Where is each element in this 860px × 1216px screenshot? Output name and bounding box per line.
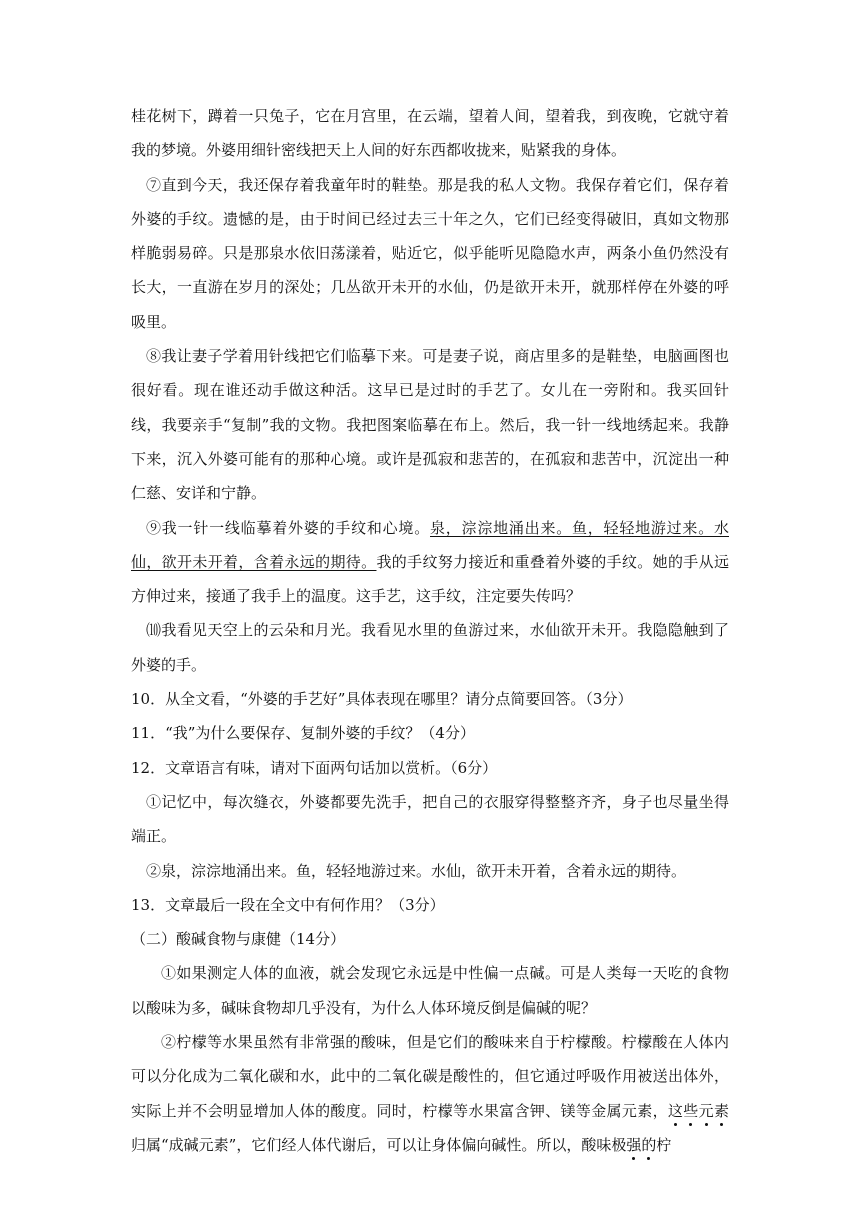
paragraph-10: ⑽我看见天空上的云朵和月光。我看见水里的鱼游过来，水仙欲开未开。我隐隐触到了外婆的手。	[131, 621, 729, 674]
question-12-sentence-1: ①记忆中，每次缝衣，外婆都要先洗手，把自己的衣服穿得整整齐齐，身子也尽量坐得端正。	[131, 792, 729, 846]
section-2-paragraph-2-end: 柠	[656, 1135, 672, 1154]
question-12: 12．文章语言有味，请对下面两句话加以赏析。（6分）	[131, 758, 498, 777]
paragraph-9-start: ⑨我一针一线临摹着外婆的手纹和心境。	[146, 518, 430, 537]
question-11: 11．“我”为什么要保存、复制外婆的手纹？（4分）	[131, 724, 475, 743]
dotted-char: 强	[626, 1135, 642, 1154]
dotted-char: 这	[667, 1101, 684, 1120]
paragraph-7: ⑦直到今天，我还保存着我童年时的鞋垫。那是我的私人文物。我保存着它们，保存着外婆的手纹。遗憾的是，由于时间已经过去三十年之久，它们已经变得破旧，真如文物那样脆弱易碎。只是那泉水依旧荡漾着，贴近它，似乎能听见隐隐水声，两条小鱼仍然没有长大，一直游在岁月的深处；几丛欲开未开的水仙，仍是欲开未开，就那样停在外婆的呼吸里。	[131, 175, 729, 331]
section-2-paragraph-2	[131, 1025, 729, 1162]
section-2-paragraph-2-start: ②柠檬等水果虽然有非常强的酸味，但是它们的酸味来自于柠檬酸。柠檬酸在人体内可以分化成为二氧化碳和水，此中的二氧化碳是酸性的，但它通过呼吸作用被送出体外，实际上并不会明显增加人体的酸度。同时，柠檬等水果富含钾、镁等金属元素，	[131, 1033, 729, 1120]
underlined-sentence: 泉，淙淙地涌出来。鱼，轻轻地游过来。水仙，欲开未开着，含着永远的期待。	[131, 518, 729, 571]
section-2-title: （二）酸碱食物与康健（14分）	[131, 930, 346, 949]
dotted-char: 的	[641, 1135, 657, 1154]
section-2-paragraph-2-middle: 归属“成碱元素”，它们经人体代谢后，可以让身体偏向碱性。所以，酸味极	[131, 1135, 627, 1154]
dotted-char: 些	[683, 1101, 699, 1120]
reading-text	[131, 99, 729, 1162]
question-10: 10．从全文看，“外婆的手艺好”具体表现在哪里？请分点简要回答。（3分）	[131, 690, 633, 709]
paragraph-8: ⑧我让妻子学着用针线把它们临摹下来。可是妻子说，商店里多的是鞋垫，电脑画图也很好看。现在谁还动手做这种活。这早已是过时的手艺了。女儿在一旁附和。我买回针线，我要亲手“复制”我的文物。我把图案临摹在布上。然后，我一针一线地绣起来。我静下来，沉入外婆可能有的那种心境。或许是孤寂和悲苦的，在孤寂和悲苦中，沉淀出一种仁慈、安详和宁静。	[131, 347, 729, 503]
question-12-sentence-2: ②泉，淙淙地涌出来。鱼，轻轻地游过来。水仙，欲开未开着，含着永远的期待。	[146, 861, 687, 880]
question-13: 13．文章最后一段在全文中有何作用？（3分）	[131, 895, 445, 914]
dotted-char: 素	[713, 1101, 729, 1120]
paragraph-9	[131, 511, 729, 614]
section-2-paragraph-1: ①如果测定人体的血液，就会发现它永远是中性偏一点碱。可是人类每一天吃的食物以酸味为多，碱味食物却几乎没有，为什么人体环境反倒是偏碱的呢？	[131, 964, 729, 1017]
paragraph-6-end: 桂花树下，蹲着一只兔子，它在月宫里，在云端，望着人间，望着我，到夜晚，它就守着我的梦境。外婆用细针密线把天上人间的好东西都收拢来，贴紧我的身体。	[131, 107, 729, 160]
dotted-char: 元	[698, 1101, 714, 1120]
paragraph-9-end: 我的手纹努力接近和重叠着外婆的手纹。她的手从远方伸过来，接通了我手上的温度。这手艺，这手纹，注定要失传吗？	[131, 552, 729, 606]
